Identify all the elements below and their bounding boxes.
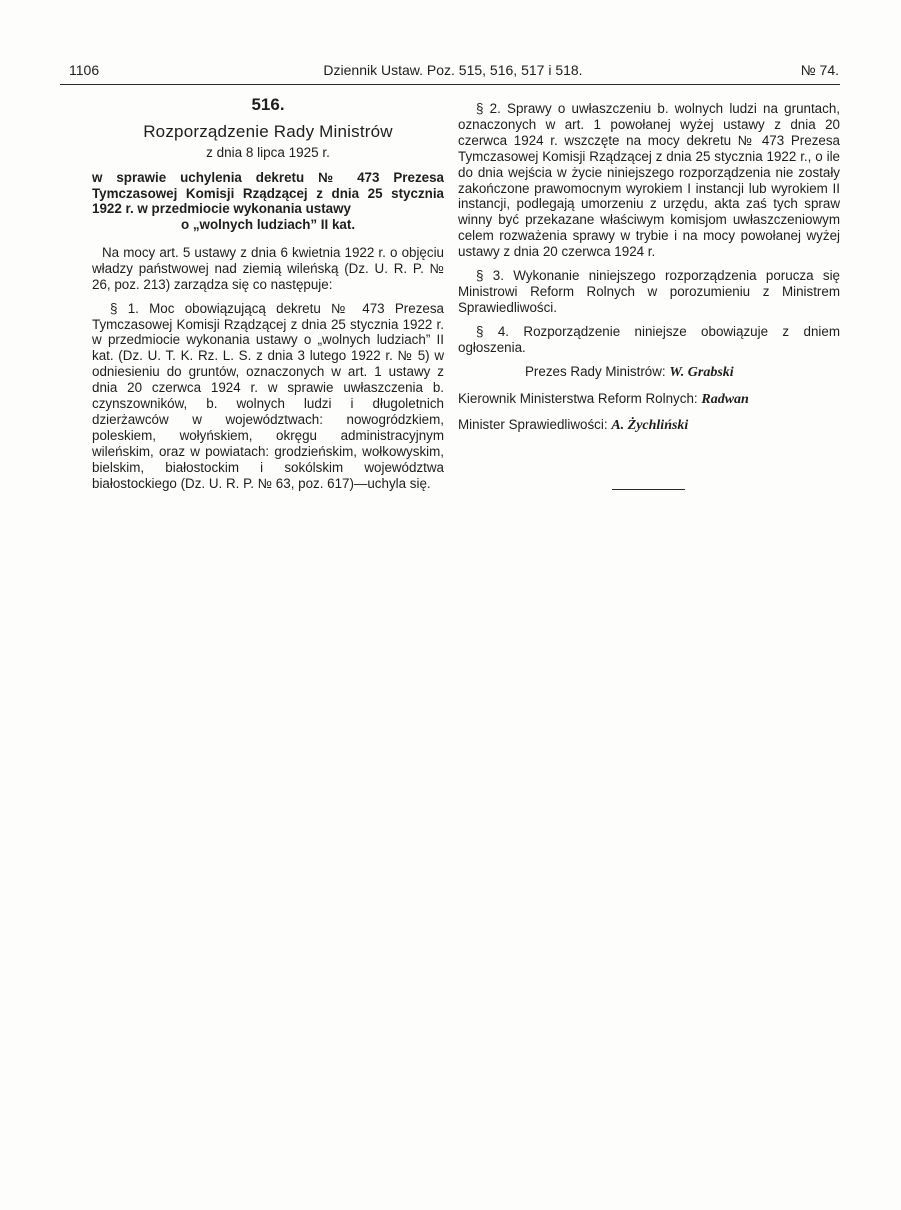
act-subject	[92, 170, 444, 233]
page-header	[67, 62, 839, 84]
act-subject-last: o „wolnych ludziach” II kat.	[180, 217, 356, 233]
act-date: z dnia 8 lipca 1925 r.	[206, 144, 330, 160]
paragraph-3: § 3. Wykonanie niniejszego rozporządzenia porucza się Ministrowi Reform Rolnych w porozumieniu z Ministrem Sprawiedliwości.	[458, 268, 840, 315]
header-rule	[60, 84, 840, 85]
paragraph-1: § 1. Moc obowiązującą dekretu № 473 Prezesa Tymczasowej Komisji Rządzącej z dnia 25 stycznia 1922 r. w przedmiocie wykonania ustawy o „wolnych ludziach” II kat. (Dz. U. T. K. Rz. L. S. z dnia 3 lutego 1922 r. № 5) w odniesieniu do gruntów, oznaczonych w art. 1 ustawy z dnia 20 czerwca 1924 r. w sprawie uwłaszczenia b. czynszowników, b. wolnych ludzi i długoletnich dzierżawców w województwach: nowogródzkiem, poleskiem, wołyńskiem, okręgu administracyjnym wileńskim, oraz w powiatach: grodzieńskim, wołkowyskim, bielskim, białostockim i sokólskim województwa białostockiego (Dz. U. R. P. № 63, poz. 617)—uchyla się.	[92, 300, 444, 491]
act-position: 516.	[251, 95, 285, 114]
signature-prime-minister	[458, 364, 840, 381]
paragraph-4: § 4. Rozporządzenie niniejsze obowiązuje z dniem ogłoszenia.	[458, 323, 840, 355]
right-column	[458, 101, 840, 444]
paragraph-2: § 2. Sprawy o uwłaszczeniu b. wolnych ludzi na gruntach, oznaczonych w art. 1 powołanej wyżej ustawy z dnia 20 czerwca 1924 r. wszczęte na mocy dekretu № 473 Prezesa Tymczasowej Komisji Rządzącej z dnia 25 stycznia 1922 r., o ile do dnia wejścia w życie niniejszego rozporządzenia nie zostały zakończone prawomocnym wyrokiem I instancji lub wyrokiem II instancji, podlegają umorzeniu z urzędu, akta zaś tych spraw winny być przekazane właściwym komisjom uwłaszczeniowym celem rozważenia sprawy w trybie i na mocy powołanej wyżej ustawy z dnia 20 czerwca 1924 r.	[458, 101, 840, 260]
page-number: 1106	[69, 62, 100, 78]
signature-name: W. Grabski	[669, 364, 734, 380]
signature-role: Prezes Rady Ministrów:	[525, 363, 666, 379]
signature-justice-minister	[458, 417, 840, 434]
signature-role: Minister Sprawiedliwości:	[458, 417, 608, 433]
issue-number: № 74.	[800, 62, 839, 78]
journal-title: Dziennik Ustaw. Poz. 515, 516, 517 i 518.	[323, 62, 583, 78]
act-subject-main: w sprawie uchylenia dekretu № 473 Prezesa Tymczasowej Komisji Rządzącej z dnia 25 stycznia 1922 r. w przedmiocie wykonania ustawy	[92, 169, 444, 217]
signature-name: A. Żychliński	[611, 418, 689, 434]
signature-agriculture-minister	[458, 391, 840, 408]
signature-role: Kierownik Ministerstwa Reform Rolnych:	[458, 390, 698, 406]
preamble: Na mocy art. 5 ustawy z dnia 6 kwietnia 1922 r. o objęciu władzy państwowej nad ziemią wileńską (Dz. U. R. P. № 26, poz. 213) zarządza się co następuje:	[92, 244, 444, 292]
act-name: Rozporządzenie Rady Ministrów	[143, 121, 393, 141]
signature-name: Radwan	[701, 391, 749, 407]
end-rule	[612, 489, 685, 490]
left-column	[92, 97, 444, 500]
